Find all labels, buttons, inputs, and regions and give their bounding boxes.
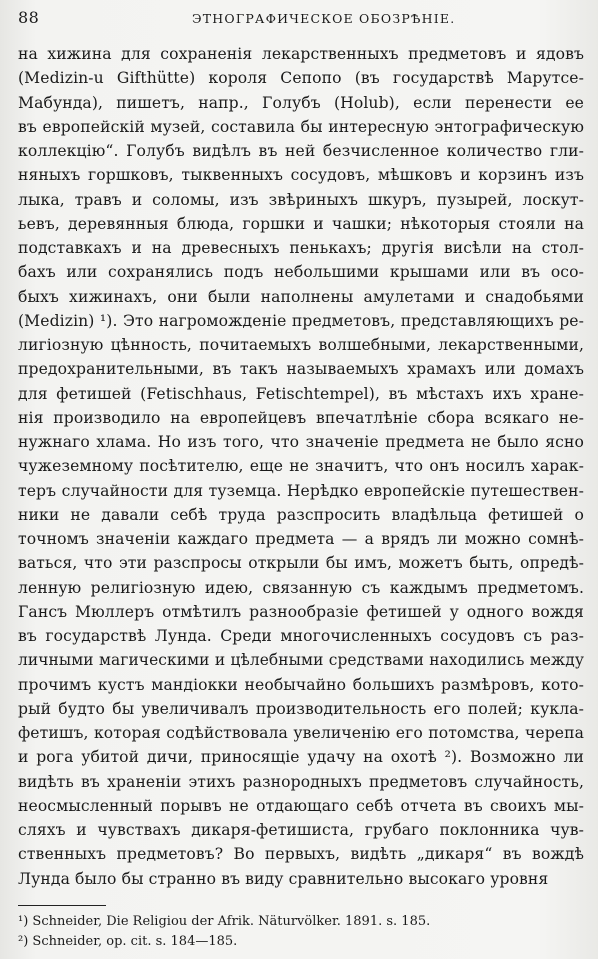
footnotes [18,912,578,952]
text-line: неосмысленный порывъ не отдающаго себѣ отчета въ своихъ мы- [18,796,584,815]
text-line: быхъ хижинахъ, они были наполнены амулетами и снадобьями [18,287,584,306]
body-text [18,42,584,891]
text-line: прочимъ кустъ мандіокки необычайно большихъ размѣровъ, кото- [18,675,584,694]
text-line: нія производило на европейцевъ впечатлѣніе сбора всякаго не- [18,408,584,427]
page-number: 88 [18,8,40,27]
text-line: для фетишей (Fetischhaus, Fetischtempel), въ мѣстахъ ихъ хране- [18,384,584,403]
text-line: ьевъ, деревянныя блюда, горшки и чашки; нѣкоторыя стояли на [18,214,584,233]
text-line: и рога убитой дичи, приносящіе удачу на охотѣ ²). Возможно ли [18,748,584,767]
text-line: видѣть въ храненіи этихъ разнородныхъ предметовъ случайность, [18,772,584,791]
text-line: личными магическими и цѣлебными средствами находились между [18,651,584,670]
text-line: Гансъ Мюллеръ отмѣтилъ разнообразіе фетишей у одного вождя [18,602,584,621]
footnote-1: ¹) Schneider, Die Religiou der Afrik. Näturvölker. 1891. s. 185. [18,914,431,929]
text-line: бахъ или сохранялись подъ небольшими крышами или въ осо- [18,263,584,282]
text-line: въ европейскій музей, составила бы интересную энтографическую [18,117,584,136]
page-header [14,8,584,30]
text-line: на хижина для сохраненія лекарственныхъ предметовъ и ядовъ [18,45,584,63]
footnote-2: ²) Schneider, op. cit. s. 184—185. [18,934,238,949]
text-line: няныхъ горшковъ, тыквенныхъ сосудовъ, мѣшковъ и корзинъ изъ [18,166,584,185]
text-line: ваться, что эти разспросы открыли бы имъ, можетъ быть, опредѣ- [18,554,584,573]
text-line: предохранительными, въ такъ называемыхъ храмахъ или домахъ [18,360,584,379]
text-line: въ государствѣ Лунда. Среди многочисленныхъ сосудовъ съ раз- [18,627,584,645]
text-line: нужнаго хлама. Но изъ того, что значеніе предмета не было ясно [18,433,584,451]
text-line: коллекцію“. Голубъ видѣлъ въ ней безчисленное количество гли- [18,142,584,160]
text-line: (Medizin-u Gifthütte) короля Сепопо (въ государствѣ Марутсе- [18,69,584,88]
running-title: ЭТНОГРАФИЧЕСКОЕ ОБОЗРѢНІЕ. [192,11,456,26]
footnote-divider [18,905,106,906]
text-line: подставкахъ и на древесныхъ пенькахъ; другія висѣли на стол- [18,239,584,257]
text-line: фетишъ, которая содѣйствовала увеличенію его потомства, черепа [18,724,584,742]
text-line: ственныхъ предметовъ? Во первыхъ, видѣть „дикаря“ въ вождѣ [18,845,584,864]
text-line: точномъ значеніи каждаго предмета — а врядъ ли можно сомнѣ- [18,530,584,548]
text-line: ленную религіозную идею, связанную съ каждымъ предметомъ. [18,578,584,597]
text-line: чужеземному посѣтителю, еще не значитъ, что онъ носилъ харак- [18,457,584,476]
text-line: теръ случайности для туземца. Нерѣдко европейскіе путешествен- [18,481,584,500]
text-line: лигіозную цѣнность, почитаемыхъ волшебными, лекарственными, [18,336,584,354]
text-line: (Medizin) ¹). Это нагроможденіе предметовъ, представляющихъ ре- [18,311,584,330]
text-line: ники не давали себѣ труда разспросить владѣльца фетишей о [18,505,584,524]
text-line: Лунда было бы странно въ виду сравнительно высокаго уровня [18,869,549,888]
text-line: сляхъ и чувствахъ дикаря-фетишиста, грубаго поклонника чув- [18,821,584,839]
text-line: лыка, травъ и соломы, изъ звѣриныхъ шкуръ, пузырей, лоскут- [18,190,584,209]
text-line: Мабунда), пишетъ, напр., Голубъ (Holub), если перенести ее [18,93,584,112]
text-line: рый будто бы увеличивалъ производительность его полей; кукла- [18,699,584,718]
